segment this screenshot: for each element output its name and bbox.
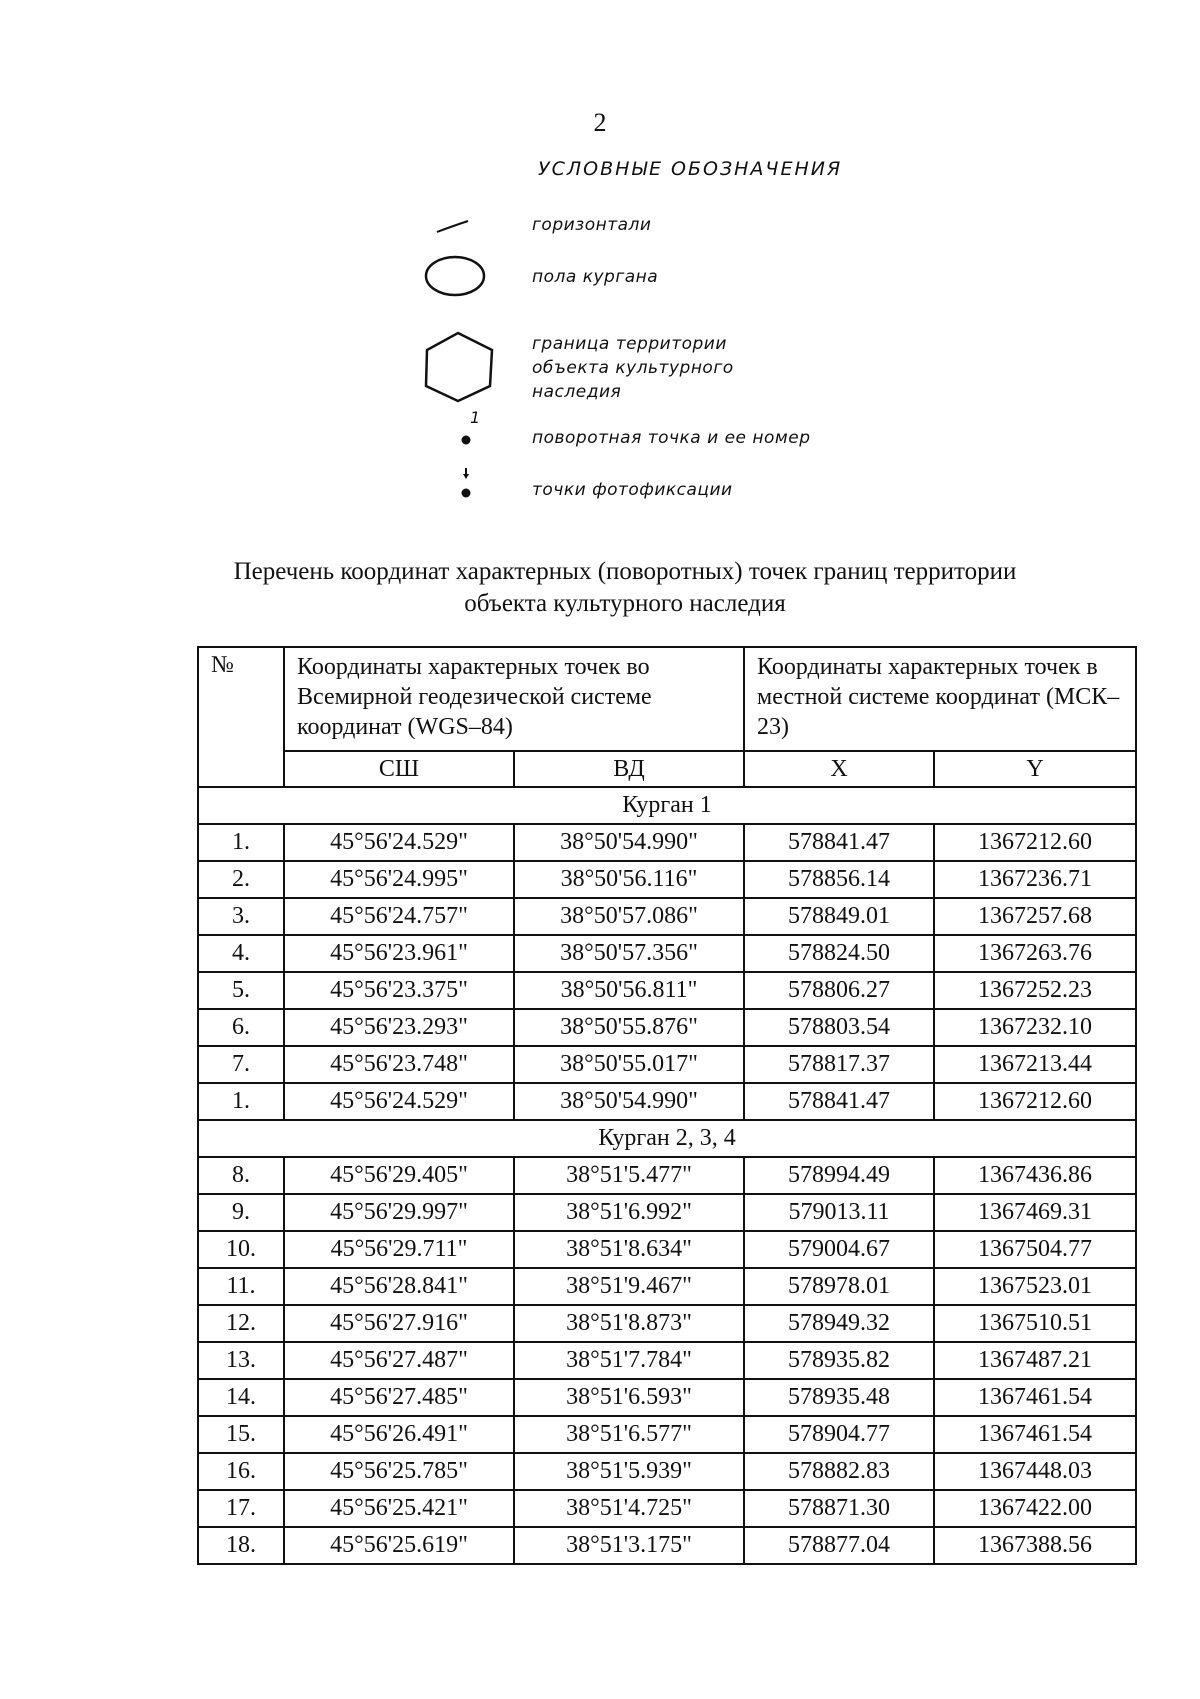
table-row <box>198 1453 1136 1490</box>
cell-y: 1367461.54 <box>934 1379 1136 1416</box>
header-msk23: Координаты характерных точек в местной системе координат (МСК–23) <box>744 647 1136 751</box>
territory-boundary-hexagon-icon <box>420 330 496 404</box>
cell-lat: 45°56'23.748" <box>284 1046 514 1083</box>
caption-line-1: Перечень координат характерных (поворотных) точек границ территории <box>233 558 1017 585</box>
cell-lon: 38°51'5.477" <box>514 1157 744 1194</box>
cell-lat: 45°56'29.405" <box>284 1157 514 1194</box>
cell-x: 578871.30 <box>744 1490 934 1527</box>
section-title: Курган 2, 3, 4 <box>198 1120 1136 1157</box>
photo-point-icon <box>456 466 476 500</box>
table-row <box>198 1305 1136 1342</box>
cell-lat: 45°56'27.485" <box>284 1379 514 1416</box>
cell-x: 578877.04 <box>744 1527 934 1564</box>
cell-y: 1367487.21 <box>934 1342 1136 1379</box>
header-y: Y <box>934 751 1136 787</box>
cell-n: 12. <box>198 1305 284 1342</box>
cell-x: 578856.14 <box>744 861 934 898</box>
section-title: Курган 1 <box>198 787 1136 824</box>
cell-lon: 38°50'56.811" <box>514 972 744 1009</box>
header-wgs84: Координаты характерных точек во Всемирной геодезической системе координат (WGS–84) <box>284 647 744 751</box>
cell-n: 2. <box>198 861 284 898</box>
cell-y: 1367469.31 <box>934 1194 1136 1231</box>
cell-n: 15. <box>198 1416 284 1453</box>
cell-x: 578849.01 <box>744 898 934 935</box>
cell-lon: 38°50'55.017" <box>514 1046 744 1083</box>
table-row <box>198 1527 1136 1564</box>
cell-n: 16. <box>198 1453 284 1490</box>
cell-y: 1367212.60 <box>934 1083 1136 1120</box>
section-row <box>198 1120 1136 1157</box>
cell-lon: 38°51'6.992" <box>514 1194 744 1231</box>
cell-n: 9. <box>198 1194 284 1231</box>
cell-lat: 45°56'23.961" <box>284 935 514 972</box>
header-lat: СШ <box>284 751 514 787</box>
cell-lat: 45°56'25.785" <box>284 1453 514 1490</box>
cell-n: 13. <box>198 1342 284 1379</box>
cell-y: 1367236.71 <box>934 861 1136 898</box>
table-row <box>198 1046 1136 1083</box>
table-row <box>198 1083 1136 1120</box>
cell-lat: 45°56'25.421" <box>284 1490 514 1527</box>
cell-y: 1367232.10 <box>934 1009 1136 1046</box>
cell-n: 1. <box>198 824 284 861</box>
cell-lon: 38°51'6.593" <box>514 1379 744 1416</box>
table-row <box>198 972 1136 1009</box>
table-row <box>198 824 1136 861</box>
cell-lon: 38°51'9.467" <box>514 1268 744 1305</box>
legend-label: горизонтали <box>532 215 652 235</box>
cell-lon: 38°51'8.873" <box>514 1305 744 1342</box>
table-row <box>198 1194 1136 1231</box>
cell-x: 578994.49 <box>744 1157 934 1194</box>
legend-label: точки фотофиксации <box>532 480 733 500</box>
table-caption <box>150 556 1100 620</box>
cell-n: 8. <box>198 1157 284 1194</box>
table-row <box>198 1157 1136 1194</box>
cell-y: 1367436.86 <box>934 1157 1136 1194</box>
cell-y: 1367504.77 <box>934 1231 1136 1268</box>
cell-y: 1367461.54 <box>934 1416 1136 1453</box>
turning-point-number: 1 <box>470 408 481 427</box>
cell-x: 579013.11 <box>744 1194 934 1231</box>
cell-x: 578841.47 <box>744 824 934 861</box>
cell-lon: 38°50'56.116" <box>514 861 744 898</box>
cell-y: 1367212.60 <box>934 824 1136 861</box>
coordinates-table <box>197 646 1137 1565</box>
cell-x: 578935.82 <box>744 1342 934 1379</box>
cell-lon: 38°51'3.175" <box>514 1527 744 1564</box>
cell-lat: 45°56'27.916" <box>284 1305 514 1342</box>
cell-lon: 38°51'6.577" <box>514 1416 744 1453</box>
cell-n: 7. <box>198 1046 284 1083</box>
cell-x: 578806.27 <box>744 972 934 1009</box>
cell-x: 578817.37 <box>744 1046 934 1083</box>
cell-lat: 45°56'25.619" <box>284 1527 514 1564</box>
cell-n: 10. <box>198 1231 284 1268</box>
cell-lon: 38°50'57.356" <box>514 935 744 972</box>
table-row <box>198 1231 1136 1268</box>
table-row <box>198 1416 1136 1453</box>
cell-y: 1367448.03 <box>934 1453 1136 1490</box>
cell-n: 6. <box>198 1009 284 1046</box>
contour-line-icon <box>420 217 480 237</box>
legend-label: поворотная точка и ее номер <box>532 428 811 448</box>
table-row <box>198 1009 1136 1046</box>
legend-title: УСЛОВНЫЕ ОБОЗНАЧЕНИЯ <box>538 158 843 180</box>
cell-lon: 38°50'54.990" <box>514 1083 744 1120</box>
table-row <box>198 1268 1136 1305</box>
cell-y: 1367213.44 <box>934 1046 1136 1083</box>
cell-n: 11. <box>198 1268 284 1305</box>
legend-label: граница территории объекта культурного наследия <box>532 334 734 402</box>
cell-x: 578978.01 <box>744 1268 934 1305</box>
cell-x: 578935.48 <box>744 1379 934 1416</box>
table-row <box>198 1342 1136 1379</box>
cell-n: 4. <box>198 935 284 972</box>
header-number: № <box>198 647 284 787</box>
cell-lat: 45°56'27.487" <box>284 1342 514 1379</box>
table-row <box>198 898 1136 935</box>
cell-lon: 38°50'54.990" <box>514 824 744 861</box>
cell-x: 578949.32 <box>744 1305 934 1342</box>
cell-y: 1367422.00 <box>934 1490 1136 1527</box>
cell-lat: 45°56'28.841" <box>284 1268 514 1305</box>
cell-lat: 45°56'23.293" <box>284 1009 514 1046</box>
cell-lon: 38°51'5.939" <box>514 1453 744 1490</box>
cell-lat: 45°56'26.491" <box>284 1416 514 1453</box>
cell-n: 17. <box>198 1490 284 1527</box>
cell-lat: 45°56'24.995" <box>284 861 514 898</box>
cell-n: 5. <box>198 972 284 1009</box>
cell-lat: 45°56'23.375" <box>284 972 514 1009</box>
cell-x: 578904.77 <box>744 1416 934 1453</box>
caption-line-2: объекта культурного наследия <box>464 590 786 617</box>
cell-y: 1367510.51 <box>934 1305 1136 1342</box>
cell-x: 578882.83 <box>744 1453 934 1490</box>
table-row <box>198 1490 1136 1527</box>
cell-lat: 45°56'29.997" <box>284 1194 514 1231</box>
cell-lat: 45°56'24.529" <box>284 1083 514 1120</box>
section-row <box>198 787 1136 824</box>
cell-n: 14. <box>198 1379 284 1416</box>
cell-y: 1367523.01 <box>934 1268 1136 1305</box>
cell-y: 1367257.68 <box>934 898 1136 935</box>
table-row <box>198 935 1136 972</box>
turning-point-icon <box>456 430 476 450</box>
cell-n: 18. <box>198 1527 284 1564</box>
cell-lon: 38°51'7.784" <box>514 1342 744 1379</box>
cell-lon: 38°51'4.725" <box>514 1490 744 1527</box>
cell-x: 578841.47 <box>744 1083 934 1120</box>
page-number: 2 <box>593 108 607 137</box>
cell-y: 1367388.56 <box>934 1527 1136 1564</box>
cell-n: 3. <box>198 898 284 935</box>
cell-x: 578824.50 <box>744 935 934 972</box>
header-x: X <box>744 751 934 787</box>
cell-lon: 38°50'55.876" <box>514 1009 744 1046</box>
cell-lon: 38°50'57.086" <box>514 898 744 935</box>
cell-lon: 38°51'8.634" <box>514 1231 744 1268</box>
cell-lat: 45°56'24.757" <box>284 898 514 935</box>
cell-x: 579004.67 <box>744 1231 934 1268</box>
cell-y: 1367252.23 <box>934 972 1136 1009</box>
table-row <box>198 861 1136 898</box>
cell-lat: 45°56'29.711" <box>284 1231 514 1268</box>
mound-floor-ellipse-icon <box>420 253 490 299</box>
cell-y: 1367263.76 <box>934 935 1136 972</box>
cell-n: 1. <box>198 1083 284 1120</box>
cell-x: 578803.54 <box>744 1009 934 1046</box>
header-lon: ВД <box>514 751 744 787</box>
legend-label: пола кургана <box>532 267 659 287</box>
cell-lat: 45°56'24.529" <box>284 824 514 861</box>
table-body <box>198 787 1136 1564</box>
table-row <box>198 1379 1136 1416</box>
